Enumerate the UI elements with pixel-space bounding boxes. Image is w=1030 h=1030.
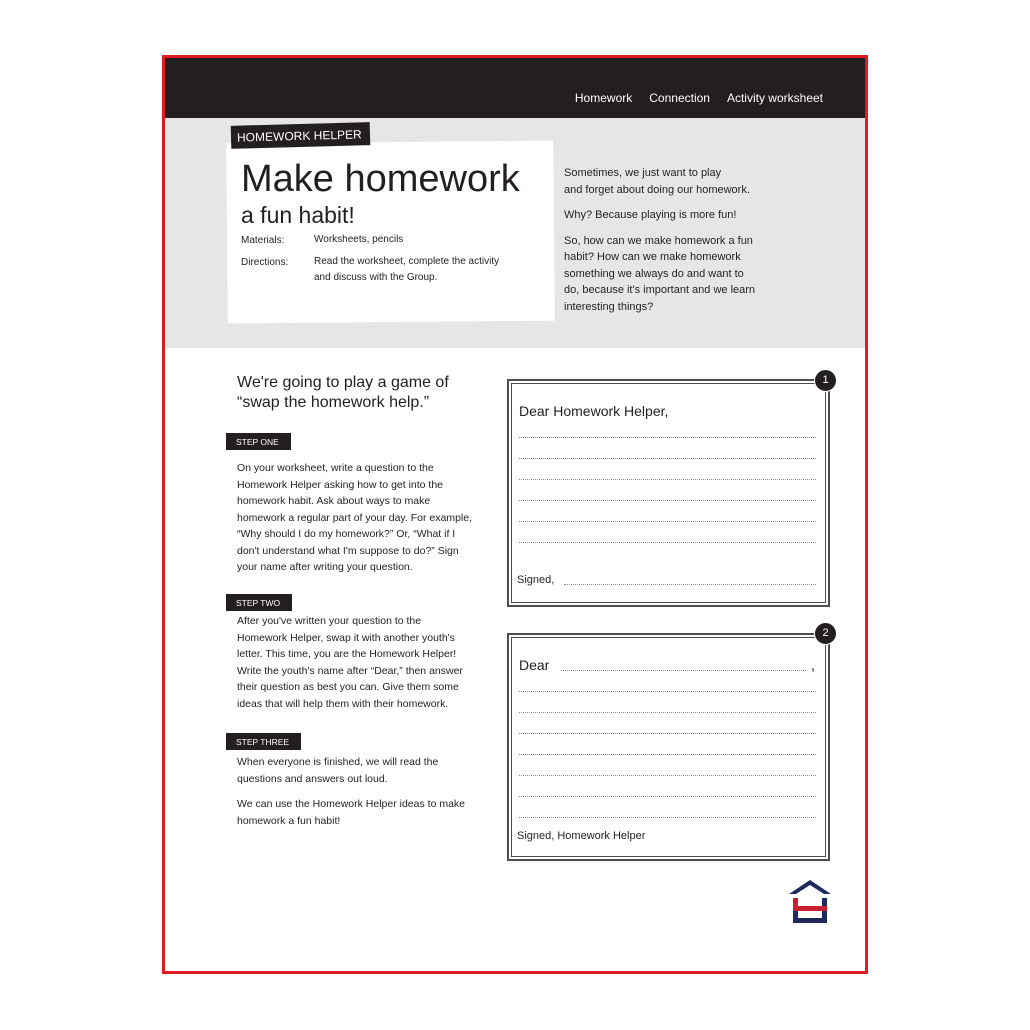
step-one-paragraph: On your worksheet, write a question to the Homework Helper asking how to get into the homework habit. Ask about ways to make homework a regular part of your day. For example, “Why should I do my homework?” Or, “What if I don't understand what I'm suppose to do?” Sign your name after writing your question. <box>237 462 472 573</box>
writing-line[interactable] <box>519 733 816 734</box>
letter-2-signed-label: Signed, Homework Helper <box>517 830 646 842</box>
writing-line[interactable] <box>519 754 816 755</box>
intro-text <box>564 165 769 324</box>
writing-line[interactable] <box>519 817 816 818</box>
step-three-paragraph-1: When everyone is finished, we will read the questions and answers out loud. <box>237 756 439 785</box>
writing-line[interactable] <box>519 796 816 797</box>
writing-line[interactable] <box>519 542 816 543</box>
nav-links <box>575 91 823 105</box>
writing-line[interactable] <box>519 458 816 459</box>
nav-activity-worksheet[interactable]: Activity worksheet <box>726 91 823 105</box>
directions-value <box>314 254 524 286</box>
materials-value: Worksheets, pencils <box>314 234 404 245</box>
number-badge-1: 1 <box>814 369 837 392</box>
directions-line-1: Read the worksheet, complete the activity <box>314 256 500 267</box>
letter-box-1 <box>507 379 830 607</box>
step-three-text <box>237 754 472 838</box>
writing-line[interactable] <box>519 775 816 776</box>
game-lead-text: We're going to play a game of “swap the homework help.” <box>237 374 449 411</box>
signature-line[interactable] <box>564 584 816 585</box>
directions-line-2: and discuss with the Group. <box>314 272 438 283</box>
house-logo-icon <box>787 878 833 926</box>
step-one-label: STEP ONE <box>226 433 291 450</box>
intro-paragraph-2: Why? Because playing is more fun! <box>564 209 737 221</box>
homework-helper-badge: HOMEWORK HELPER <box>231 122 370 149</box>
page-title: Make homework <box>241 158 520 200</box>
number-badge-2: 2 <box>814 622 837 645</box>
step-two-label: STEP TWO <box>226 594 292 611</box>
step-one-text <box>237 460 472 585</box>
intro-paragraph-1: Sometimes, we just want to play and forget about doing our homework. <box>564 167 750 196</box>
letter-box-2 <box>507 633 830 861</box>
worksheet-page <box>162 55 868 974</box>
letter-1-signed-label: Signed, <box>517 574 555 586</box>
writing-line[interactable] <box>519 691 816 692</box>
letter-2-greeting: Dear <box>519 657 550 673</box>
step-two-paragraph: After you've written your question to the Homework Helper, swap it with another youth's letter. This time, you are the Homework Helper! Write the youth's name after “Dear,” then answer their question as best you can. Give them some ideas that will help them with their homework. <box>237 615 463 710</box>
step-three-paragraph-2: We can use the Homework Helper ideas to make homework a fun habit! <box>237 798 465 827</box>
nav-connection[interactable]: Connection <box>649 91 710 105</box>
nav-homework[interactable]: Homework <box>574 91 633 105</box>
writing-line[interactable] <box>519 712 816 713</box>
materials-label: Materials: <box>241 235 285 246</box>
writing-line[interactable] <box>519 521 816 522</box>
writing-line[interactable] <box>519 437 816 438</box>
recipient-name-line[interactable] <box>561 670 806 671</box>
letter-2-comma: , <box>811 657 815 673</box>
step-two-text <box>237 613 472 721</box>
writing-line[interactable] <box>519 500 816 501</box>
top-nav-bar <box>165 58 865 118</box>
page-subtitle: a fun habit! <box>241 202 355 228</box>
header-section <box>165 118 865 348</box>
intro-paragraph-3: So, how can we make homework a fun habit? How can we make homework something we always do and want to do, because it's important and we learn interesting things? <box>564 234 756 313</box>
directions-label: Directions: <box>241 257 289 268</box>
writing-line[interactable] <box>519 479 816 480</box>
letter-1-greeting: Dear Homework Helper, <box>519 403 669 419</box>
step-three-label: STEP THREE <box>226 733 301 750</box>
